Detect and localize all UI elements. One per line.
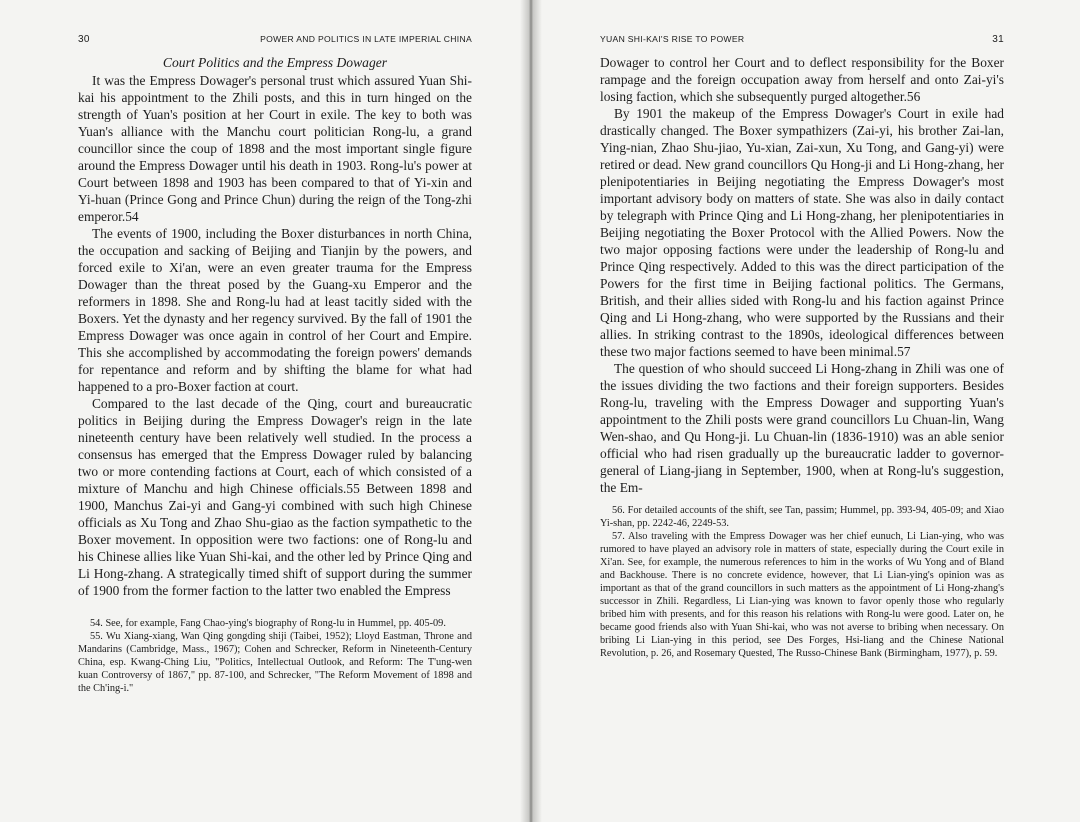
right-running-title: YUAN SHI-KAI'S RISE TO POWER <box>600 34 745 44</box>
footnote-56: 56. For detailed accounts of the shift, see Tan, passim; Hummel, pp. 393-94, 405-09; and Xiao Yi-shan, pp. 2242-46, 2249-53. <box>600 505 1004 529</box>
left-page <box>0 0 530 822</box>
section-title: Court Politics and the Empress Dowager <box>162 55 388 70</box>
right-footnotes <box>600 504 1004 660</box>
right-page-number: 31 <box>992 34 1004 45</box>
left-running-title: POWER AND POLITICS IN LATE IMPERIAL CHINA <box>260 34 472 44</box>
left-paragraph-3: Compared to the last decade of the Qing, court and bureaucratic politics in Beijing during the Empress Dowager's reign in the late nineteenth century have been relatively well studied. In the process a consensus has emerged that the Empress Dowager ruled by balancing two or more contending factions at Court, each of which consisted of a mixture of Manchu and high Chinese officials.55 Between 1898 and 1900, Manchus Zai-yi and Gang-yi combined with such high Chinese officials as Xu Tong and Zhao Shu-giao as the faction sympathetic to the Boxer movement. In opposition were two factions: one of Rong-lu and his Chinese allies like Yuan Shi-kai, and the other led by Prince Qing and Li Hong-zhang. A strategically timed shift of support during the summer of 1900 from the former faction to the latter two enabled the Empress <box>78 396 472 598</box>
right-paragraph-1: Dowager to control her Court and to deflect responsibility for the Boxer rampage and the foreign occupation away from herself and onto Zai-yi's losing faction, which she subsequently purged altogether.56 <box>600 55 1004 104</box>
left-paragraph-2: The events of 1900, including the Boxer disturbances in north China, the occupation and sacking of Beijing and Tianjin by the powers, and forced exile to Xi'an, were an even greater trauma for the Empress Dowager than the threat posed by the Guang-xu Emperor and the reformers in 1898. She and Rong-lu had at least tacitly sided with the Boxers. Yet the dynasty and her regency survived. By the fall of 1901 the Empress Dowager was once again in control of her Court and Empire. This she accomplished by accommodating the foreign powers' demands for repentance and reform and by shifting the blame for what had happened to a pro-Boxer faction at court. <box>78 226 472 394</box>
left-running-head <box>78 34 472 48</box>
footnote-55: 55. Wu Xiang-xiang, Wan Qing gongding shiji (Taibei, 1952); Lloyd Eastman, Throne and Mandarins (Cambridge, Mass., 1967); Cohen and Schrecker, Reform in Nineteenth-Century China, esp. Kwang-Ching Liu, "Politics, Intellectual Outlook, and Reform: The T'ung-wen kuan Controversy of 1867," pp. 87-100, and Schrecker, "The Reform Movement of 1898 and the Ch'ing-i." <box>78 631 472 694</box>
right-paragraph-3: The question of who should succeed Li Hong-zhang in Zhili was one of the issues dividing the two factions and their foreign supporters. Besides Rong-lu, traveling with the Empress Dowager and supporting Yuan's appointment to the Zhili posts were grand councillors Lu Chuan-lin, Wang Wen-shao, and Qu Hong-ji. Lu Chuan-lin (1836-1910) was an able senior official who had risen gradually up the bureaucratic ladder to governor-general of Liang-jiang in September, 1900, when at Rong-lu's suggestion, the Em- <box>600 361 1004 495</box>
right-paragraph-2: By 1901 the makeup of the Empress Dowager's Court in exile had drastically changed. The Boxer sympathizers (Zai-yi, his brother Zai-lan, Ying-nian, Zhao Shu-jiao, Yu-xian, Zai-xun, Xu Tong, and Gang-yi) were retired or dead. New grand councillors Qu Hong-ji and Li Hong-zhang, her plenipotentiaries in Beijing negotiating the Empress Dowager's most important advisory body on matters of state. She was also in daily contact by telegraph with Prince Qing and Li Hong-zhang, her plenipotentiaries in Beijing negotiating the Boxer Protocol with the Allied Powers. Now the two major opposing factions were under the leadership of Rong-lu and Prince Qing respectively. Added to this was the direct participation of the Powers for the first time in Beijing factional politics. The Germans, British, and their allies sided with Rong-lu and his faction against Prince Qing and Li Hong-zhang, who were supported by the Russians and their allies. In striking contrast to the 1890s, ideological differences between these two major factions seemed to have been minimal.57 <box>600 106 1004 359</box>
left-paragraph-1: It was the Empress Dowager's personal trust which assured Yuan Shi-kai his appointment to the Zhili posts, and this in turn hinged on the strength of Yuan's position at her Court in exile. The key to both was Yuan's alliance with the Manchu court politician Rong-lu, a grand councillor since the coup of 1898 and the most important single figure around the Empress Dowager until his death in 1903. Rong-lu's power at Court between 1898 and 1903 has been compared to that of Yi-xin and Yi-huan (Prince Gong and Prince Chun) during the reign of the Tong-zhi emperor.54 <box>78 73 472 224</box>
left-footnotes <box>78 617 472 695</box>
left-page-number: 30 <box>78 34 90 45</box>
right-page <box>530 0 1080 822</box>
footnote-57: 57. Also traveling with the Empress Dowager was her chief eunuch, Li Lian-ying, who was rumored to have played an advisory role in matters of state, especially during the Court exile in Xi'an. See, for example, the numerous references to him in the works of Wu Yong and of Bland and Backhouse. There is no concrete evidence, however, that Li Lian-ying's opinion was as important as that of the grand councillors in such matters as the appointment of Li Hong-zhang's successor in Zhili. Regardless, Li Lian-ying was known to favor openly those who regularly bribed him with presents, and for this reason his relations with Rong-lu were good. Later on, he became good friends also with Yuan Shi-kai, who was not averse to bribing when necessary. On bribing Li Lian-ying in this period, see Des Forges, Hsi-liang and the Chinese National Revolution, p. 26, and Rosemary Quested, The Russo-Chinese Bank (Birmingham, 1977), p. 59. <box>600 531 1004 659</box>
right-running-head <box>600 34 1004 48</box>
footnote-54: 54. See, for example, Fang Chao-ying's biography of Rong-lu in Hummel, pp. 405-09. <box>90 618 446 629</box>
